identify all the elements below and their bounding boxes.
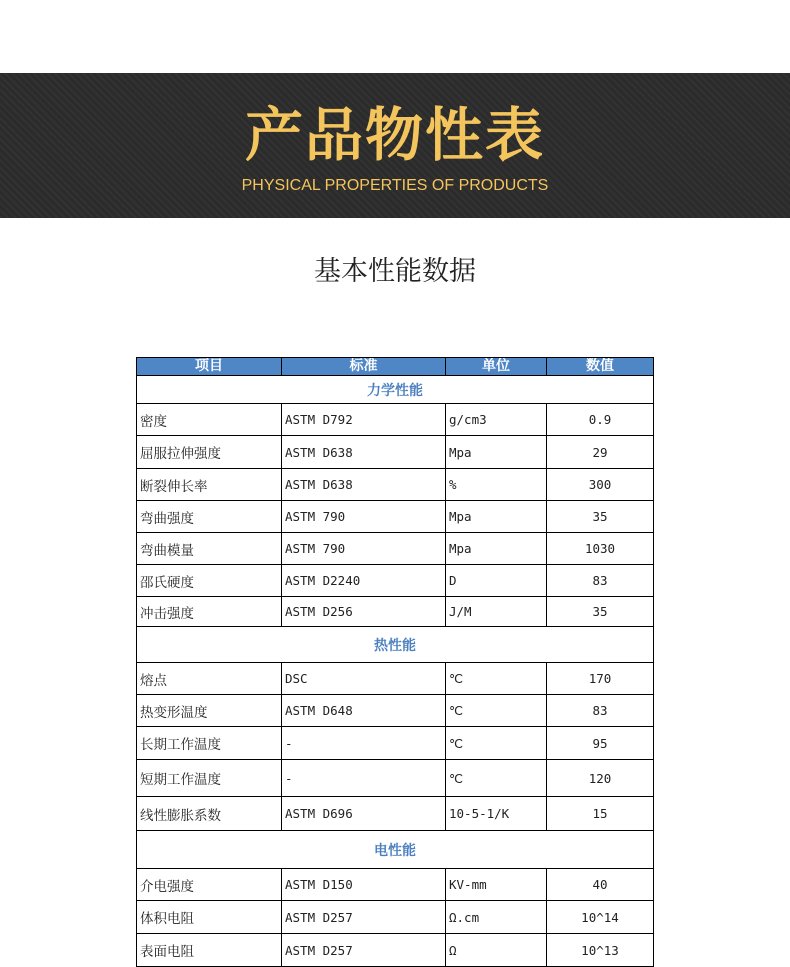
property-name-cell: 断裂伸长率 (137, 469, 282, 501)
table-row (137, 565, 654, 597)
value-cell: 120 (547, 760, 654, 797)
property-name-cell: 线性膨胀系数 (137, 797, 282, 831)
unit-cell: Mpa (446, 436, 547, 469)
unit-cell: Ω (446, 934, 547, 967)
value-cell: 170 (547, 663, 654, 695)
header-banner (0, 73, 790, 218)
value-cell: 83 (547, 695, 654, 727)
banner-title: 产品物性表 (244, 101, 545, 169)
property-name-cell: 冲击强度 (137, 597, 282, 627)
table-row (137, 469, 654, 501)
value-cell: 35 (547, 597, 654, 627)
standard-cell: ASTM D256 (282, 597, 446, 627)
table-row (137, 501, 654, 533)
banner-subtitle: PHYSICAL PROPERTIES OF PRODUCTS (241, 177, 549, 194)
table-row (137, 533, 654, 565)
property-name-cell: 体积电阻 (137, 901, 282, 934)
table-row (137, 760, 654, 797)
table-header-row (137, 358, 654, 376)
header-standard: 标准 (282, 358, 446, 376)
category-row (137, 627, 654, 663)
property-name-cell: 邵氏硬度 (137, 565, 282, 597)
unit-cell: ℃ (446, 760, 547, 797)
value-cell: 95 (547, 727, 654, 760)
standard-cell: - (282, 727, 446, 760)
standard-cell: ASTM D150 (282, 869, 446, 901)
standard-cell: ASTM D638 (282, 436, 446, 469)
table-row (137, 597, 654, 627)
value-cell: 10^14 (547, 901, 654, 934)
properties-table (136, 357, 654, 967)
category-row (137, 376, 654, 404)
property-name-cell: 弯曲模量 (137, 533, 282, 565)
unit-cell: ℃ (446, 727, 547, 760)
value-cell: 29 (547, 436, 654, 469)
standard-cell: ASTM D792 (282, 404, 446, 436)
unit-cell: ℃ (446, 695, 547, 727)
unit-cell: % (446, 469, 547, 501)
value-cell: 35 (547, 501, 654, 533)
category-label: 力学性能 (137, 376, 654, 404)
header-unit: 单位 (446, 358, 547, 376)
category-row (137, 831, 654, 869)
section-title: 基本性能数据 (314, 256, 476, 287)
value-cell: 15 (547, 797, 654, 831)
property-name-cell: 介电强度 (137, 869, 282, 901)
property-name-cell: 短期工作温度 (137, 760, 282, 797)
header-value: 数值 (547, 358, 654, 376)
property-name-cell: 热变形温度 (137, 695, 282, 727)
value-cell: 1030 (547, 533, 654, 565)
property-name-cell: 密度 (137, 404, 282, 436)
table-row (137, 934, 654, 967)
standard-cell: DSC (282, 663, 446, 695)
value-cell: 0.9 (547, 404, 654, 436)
property-name-cell: 弯曲强度 (137, 501, 282, 533)
unit-cell: g/cm3 (446, 404, 547, 436)
value-cell: 10^13 (547, 934, 654, 967)
unit-cell: KV-mm (446, 869, 547, 901)
table-body (137, 376, 654, 967)
standard-cell: ASTM D648 (282, 695, 446, 727)
table-row (137, 901, 654, 934)
table-row (137, 663, 654, 695)
category-label: 电性能 (137, 831, 654, 869)
standard-cell: ASTM D257 (282, 901, 446, 934)
property-name-cell: 熔点 (137, 663, 282, 695)
unit-cell: 10-5-1/K (446, 797, 547, 831)
unit-cell: ℃ (446, 663, 547, 695)
table-row (137, 727, 654, 760)
standard-cell: ASTM 790 (282, 533, 446, 565)
table-row (137, 695, 654, 727)
unit-cell: D (446, 565, 547, 597)
table-row (137, 436, 654, 469)
property-name-cell: 长期工作温度 (137, 727, 282, 760)
standard-cell: ASTM D638 (282, 469, 446, 501)
value-cell: 40 (547, 869, 654, 901)
table-row (137, 404, 654, 436)
standard-cell: ASTM 790 (282, 501, 446, 533)
property-name-cell: 表面电阻 (137, 934, 282, 967)
unit-cell: J/M (446, 597, 547, 627)
table-row (137, 797, 654, 831)
standard-cell: ASTM D2240 (282, 565, 446, 597)
property-name-cell: 屈服拉伸强度 (137, 436, 282, 469)
unit-cell: Ω.cm (446, 901, 547, 934)
value-cell: 83 (547, 565, 654, 597)
unit-cell: Mpa (446, 533, 547, 565)
header-item: 项目 (137, 358, 282, 376)
standard-cell: - (282, 760, 446, 797)
standard-cell: ASTM D696 (282, 797, 446, 831)
category-label: 热性能 (137, 627, 654, 663)
unit-cell: Mpa (446, 501, 547, 533)
standard-cell: ASTM D257 (282, 934, 446, 967)
table-row (137, 869, 654, 901)
value-cell: 300 (547, 469, 654, 501)
